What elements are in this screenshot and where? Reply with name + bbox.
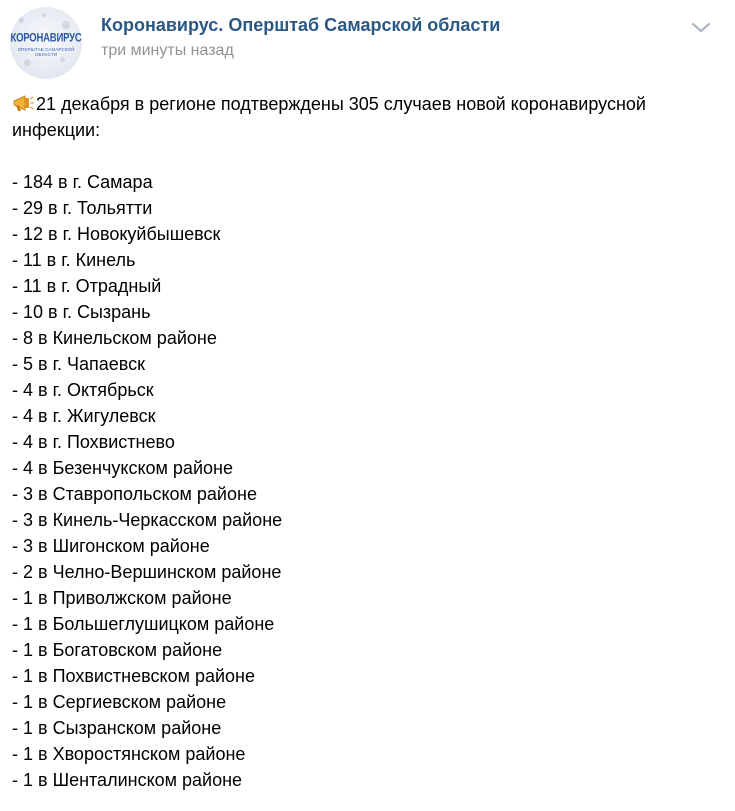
case-list-item: - 11 в г. Кинель	[12, 250, 136, 270]
case-list	[12, 169, 712, 793]
paragraph-spacer	[12, 143, 712, 169]
case-list-item: - 4 в г. Похвистнево	[12, 432, 175, 452]
avatar-logo-subtitle: ОПЕРШТАБ САМАРСКОЙ ОБЛАСТИ	[17, 47, 75, 57]
case-list-item: - 4 в Безенчукском районе	[12, 458, 233, 478]
case-list-item: - 3 в Ставропольском районе	[12, 484, 257, 504]
case-list-item: - 184 в г. Самара	[12, 172, 153, 192]
group-avatar[interactable]	[10, 7, 82, 79]
case-list-item: - 1 в Шенталинском районе	[12, 770, 243, 790]
case-list-item: - 1 в Похвистневском районе	[12, 666, 255, 686]
case-list-item: - 4 в г. Жигулевск	[12, 406, 156, 426]
case-list-item: - 1 в Богатовском районе	[12, 640, 223, 660]
group-name-link[interactable]: Коронавирус. Оперштаб Самарской области	[101, 15, 501, 35]
case-list-item: - 2 в Челно-Вершинском районе	[12, 562, 282, 582]
case-list-item: - 3 в Кинель-Черкасском районе	[12, 510, 283, 530]
post-intro	[12, 91, 712, 143]
case-list-item: - 1 в Сергиевском районе	[12, 692, 227, 712]
post-text	[12, 91, 712, 793]
case-list-item: - 4 в г. Октябрьск	[12, 380, 154, 400]
case-list-item: - 1 в Сызранском районе	[12, 718, 222, 738]
case-list-item: - 1 в Хворостянском районе	[12, 744, 246, 764]
case-list-item: - 1 в Большеглушицком районе	[12, 614, 275, 634]
case-list-item: - 1 в Приволжском районе	[12, 588, 232, 608]
case-list-item: - 3 в Шигонском районе	[12, 536, 210, 556]
avatar-logo-title: КОРОНАВИРУС	[10, 31, 82, 46]
post-intro-text: 21 декабря в регионе подтверждены 305 случаев новой коронавирусной инфекции:	[12, 94, 646, 140]
case-list-item: - 11 в г. Отрадный	[12, 276, 162, 296]
post-timestamp[interactable]: три минуты назад	[101, 42, 234, 59]
chevron-down-icon[interactable]	[690, 18, 712, 38]
case-list-item: - 8 в Кинельском районе	[12, 328, 217, 348]
case-list-item: - 10 в г. Сызрань	[12, 302, 151, 322]
case-list-item: - 5 в г. Чапаевск	[12, 354, 145, 374]
megaphone-icon	[12, 93, 34, 113]
case-list-item: - 29 в г. Тольятти	[12, 198, 153, 218]
case-list-item: - 12 в г. Новокуйбышевск	[12, 224, 221, 244]
post-header	[0, 0, 735, 80]
